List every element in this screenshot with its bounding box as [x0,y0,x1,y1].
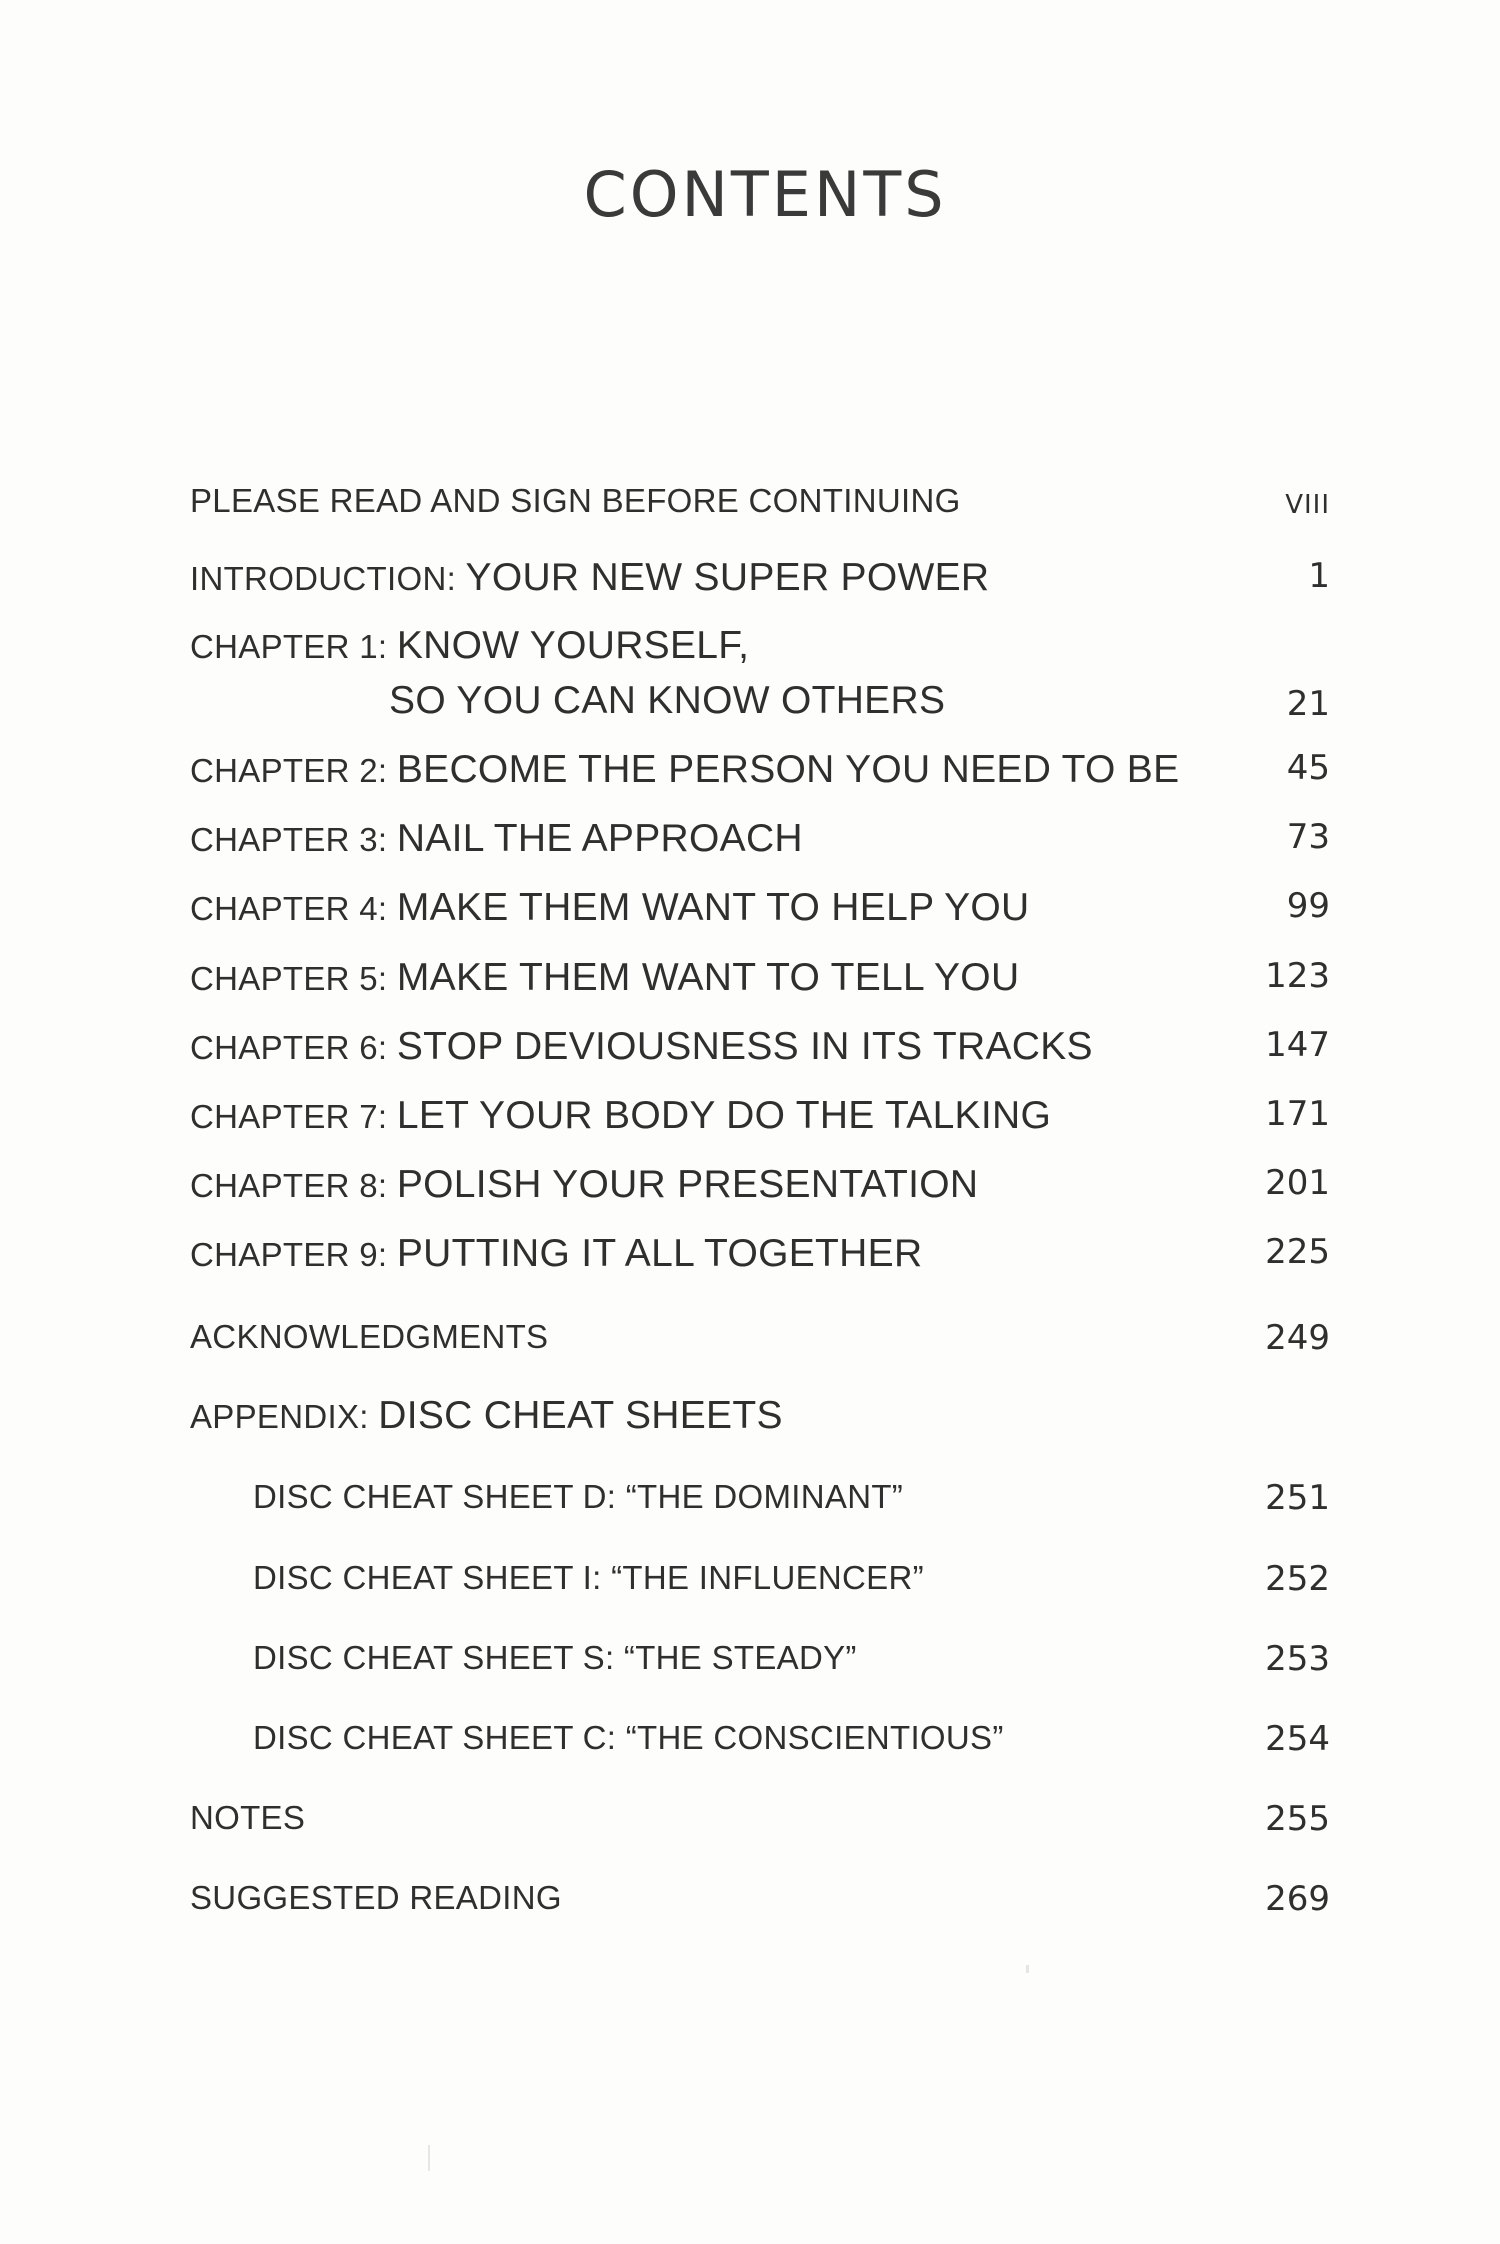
toc-entry-prefix: CHAPTER 9: [190,1236,397,1273]
toc-entry-prefix: DISC CHEAT SHEET C: “THE CONSCIENTIOUS” [253,1719,1004,1756]
toc-entry-label [190,956,1019,1000]
toc-entry-label [253,1719,1004,1757]
toc-entry-notes[interactable] [0,1799,1500,1847]
toc-entry-page: 45 [1286,748,1330,788]
toc-entry-page: 255 [1265,1799,1330,1839]
toc-entry-title-line-2: SO YOU CAN KNOW OTHERS [389,679,946,722]
toc-entry-page: 249 [1265,1318,1330,1358]
toc-entry-label [253,1639,857,1677]
toc-entry-label [190,1879,562,1917]
toc-entry-page: 147 [1265,1025,1330,1065]
toc-entry-prefix: CHAPTER 2: [190,752,397,789]
toc-entry-prefix: CHAPTER 7: [190,1098,397,1135]
toc-entry-page: 1 [1308,556,1330,596]
toc-entry-title: MAKE THEM WANT TO HELP YOU [396,886,1030,929]
toc-entry-acknowledgments[interactable] [0,1318,1500,1366]
toc-entry-disc-d[interactable] [0,1478,1500,1526]
toc-entry-label [253,1478,903,1516]
toc-entry-page: 171 [1265,1094,1330,1134]
toc-entry-prefix: PLEASE READ AND SIGN BEFORE CONTINUING [190,482,961,519]
toc-entry-title: MAKE THEM WANT TO TELL YOU [396,956,1020,999]
toc-entry-prefix: DISC CHEAT SHEET S: “THE STEADY” [253,1639,857,1676]
toc-entry-introduction[interactable] [0,556,1500,604]
toc-entry-label [190,817,803,861]
toc-entry-prefix: CHAPTER 8: [190,1167,397,1204]
toc-entry-chapter-3[interactable] [0,817,1500,865]
toc-entry-chapter-1[interactable] [0,624,1500,734]
toc-entry-page: 251 [1265,1478,1330,1518]
toc-entry-label [190,886,1030,930]
toc-entry-label [190,1318,548,1356]
toc-entry-title: PUTTING IT ALL TOGETHER [396,1232,923,1275]
scan-mark [428,2145,430,2171]
toc-entry-label [190,1232,922,1276]
toc-entry-page: VIII [1285,490,1330,520]
toc-entry-chapter-8[interactable] [0,1163,1500,1211]
toc-entry-label [190,1394,783,1438]
toc-entry-chapter-2[interactable] [0,748,1500,796]
toc-entry-title: LET YOUR BODY DO THE TALKING [396,1094,1052,1137]
toc-entry-disc-c[interactable] [0,1719,1500,1767]
toc-entry-label [253,1559,924,1597]
toc-entry-suggested-reading[interactable] [0,1879,1500,1927]
toc-entry-page: 73 [1286,817,1330,857]
toc-entry-prefix: CHAPTER 3: [190,821,397,858]
toc-entry-page: 252 [1265,1559,1330,1599]
toc-entry-prefix: NOTES [190,1799,306,1836]
toc-entry-page: 21 [1286,684,1330,724]
page-title: CONTENTS [583,158,947,231]
toc-entry-prefix: DISC CHEAT SHEET I: “THE INFLUENCER” [253,1559,924,1596]
toc-entry-disc-s[interactable] [0,1639,1500,1687]
toc-entry-label [190,624,749,668]
toc-entry-title: KNOW YOURSELF, [396,624,750,667]
toc-entry-page: 269 [1265,1879,1330,1919]
toc-entry-prefix: APPENDIX: [190,1398,379,1435]
toc-entry-chapter-5[interactable] [0,956,1500,1004]
toc-entry-title: NAIL THE APPROACH [396,817,803,860]
toc-entry-title: YOUR NEW SUPER POWER [465,556,990,599]
toc-entry-label [190,482,961,520]
toc-entry-prefix: ACKNOWLEDGMENTS [190,1318,549,1355]
toc-entry-page: 254 [1265,1719,1330,1759]
toc-entry-prefix: CHAPTER 4: [190,890,397,927]
toc-entry-page: 99 [1286,886,1330,926]
toc-entry-chapter-6[interactable] [0,1025,1500,1073]
toc-entry-title: DISC CHEAT SHEETS [378,1394,783,1437]
toc-entry-prefix: CHAPTER 6: [190,1029,397,1066]
toc-entry-prefix: INTRODUCTION: [190,560,466,597]
toc-entry-label [190,1025,1093,1069]
toc-entry-label [190,1163,978,1207]
toc-entry-page: 201 [1265,1163,1330,1203]
toc-entry-label [190,748,1179,792]
toc-entry-chapter-9[interactable] [0,1232,1500,1280]
toc-entry-title: POLISH YOUR PRESENTATION [396,1163,979,1206]
toc-entry-prefix: DISC CHEAT SHEET D: “THE DOMINANT” [253,1478,904,1515]
toc-entry-title: BECOME THE PERSON YOU NEED TO BE [396,748,1180,791]
toc-entry-label [190,1799,305,1837]
toc-entry-appendix[interactable] [0,1394,1500,1442]
toc-entry-disc-i[interactable] [0,1559,1500,1607]
toc-entry-page: 123 [1265,956,1330,996]
toc-entry-prefix: CHAPTER 1: [190,628,397,665]
toc-entry-prefix: SUGGESTED READING [190,1879,562,1916]
toc-entry-prefix: CHAPTER 5: [190,960,397,997]
toc-entry-please-read[interactable] [0,482,1500,530]
toc-entry-title: STOP DEVIOUSNESS IN ITS TRACKS [396,1025,1093,1068]
toc-entry-chapter-7[interactable] [0,1094,1500,1142]
toc-entry-chapter-4[interactable] [0,886,1500,934]
toc-entry-label [190,556,989,600]
toc-entry-page: 253 [1265,1639,1330,1679]
scan-mark [1026,1965,1029,1973]
toc-entry-label [190,1094,1051,1138]
toc-entry-page: 225 [1265,1232,1330,1272]
